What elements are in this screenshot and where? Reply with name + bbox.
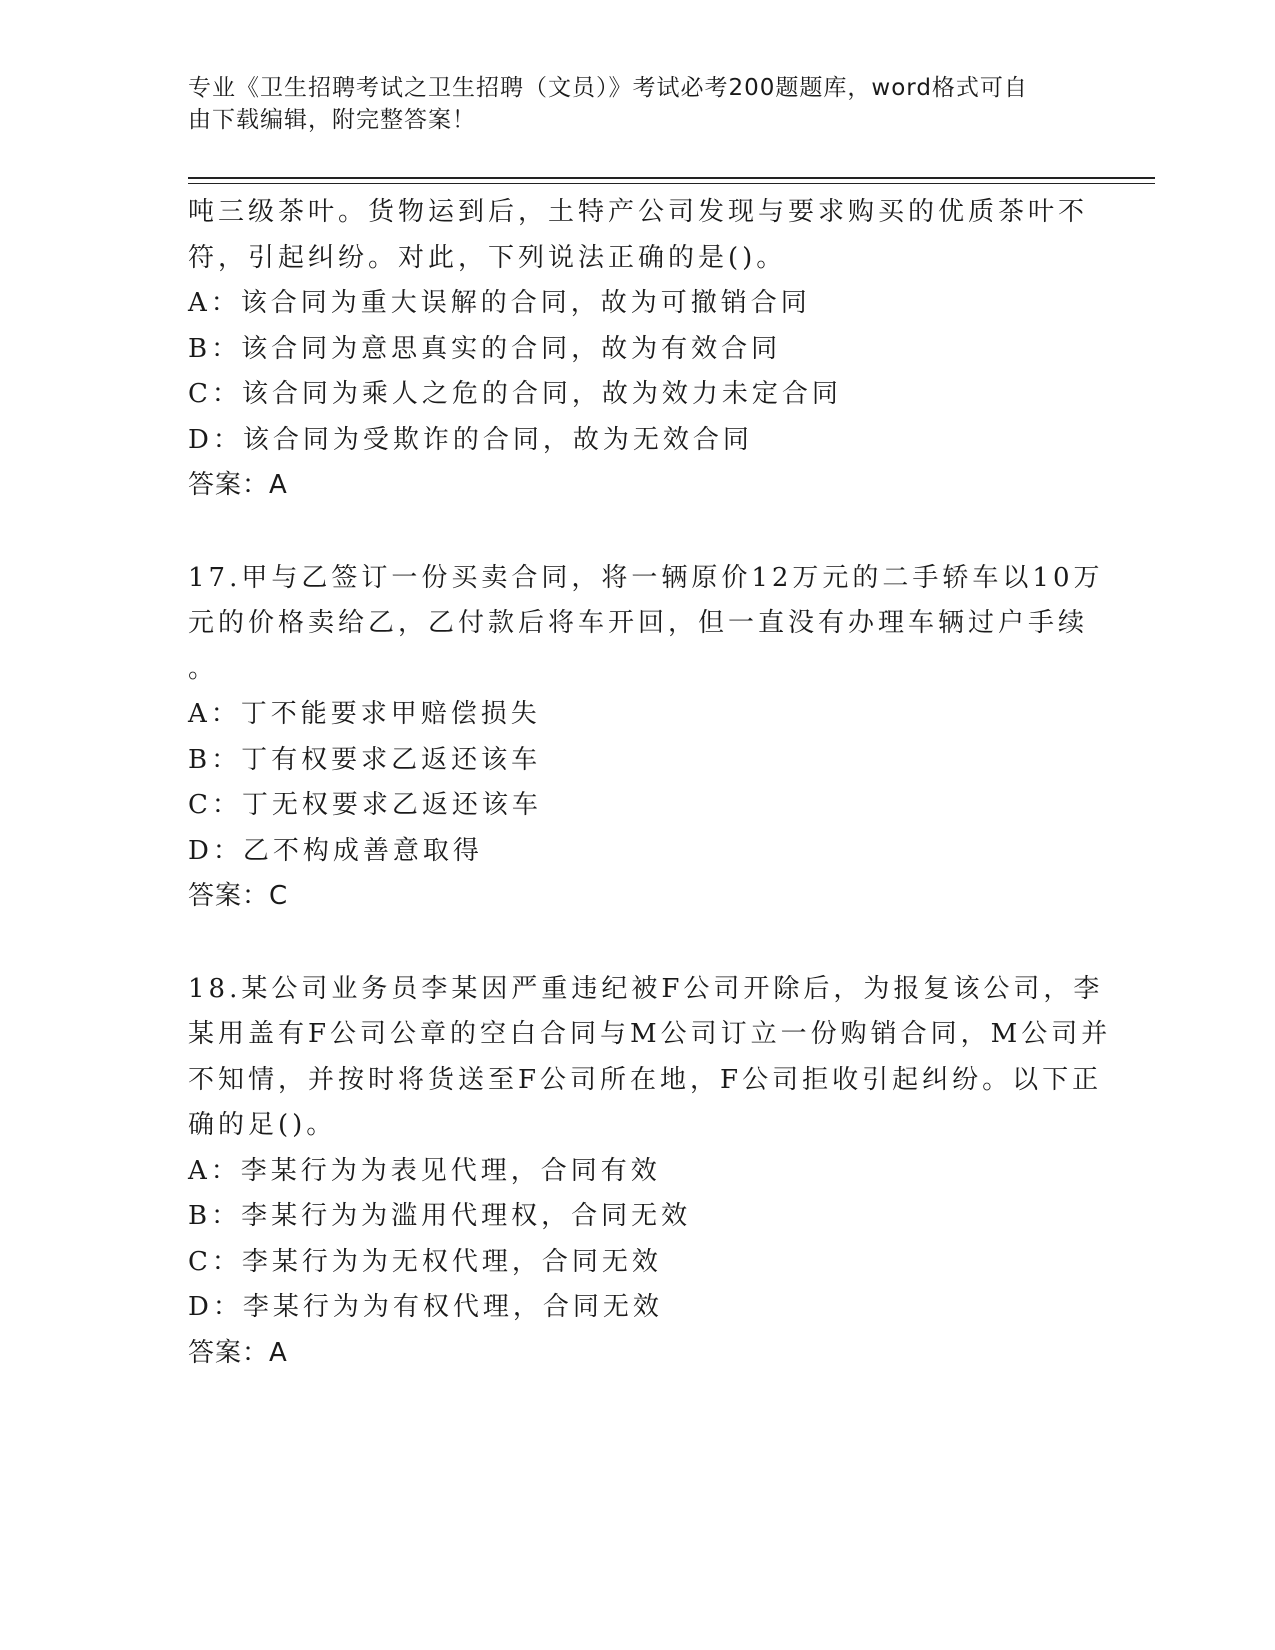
option-d: D：乙不构成善意取得 <box>188 835 483 866</box>
answer-label: 答案：C <box>188 881 289 911</box>
header-line-1: 专业《卫生招聘考试之卫生招聘（文员）》考试必考200题题库，word格式可自 <box>188 75 1028 101</box>
option-a: A：该合同为重大误解的合同，故为可撤销合同 <box>188 288 811 318</box>
question-stem-line: 。 <box>188 653 219 684</box>
question-stem-line: 符，引起纠纷。对此，下列说法正确的是()。 <box>188 242 787 273</box>
question-spacer <box>188 920 1088 967</box>
answer-label: 答案：A <box>188 470 288 500</box>
document-header <box>188 72 1068 136</box>
option-b: B：丁有权要求乙返还该车 <box>188 744 542 775</box>
question-stem-line: 吨三级茶叶。货物运到后，土特产公司发现与要求购买的优质茶叶不 <box>188 197 1089 227</box>
option-c: C：该合同为乘人之危的合同，故为效力未定合同 <box>188 379 842 409</box>
option-a: A：丁不能要求甲赔偿损失 <box>188 699 541 729</box>
question-stem-line: 元的价格卖给乙，乙付款后将车开回，但一直没有办理车辆过户手续 <box>188 608 1089 638</box>
question-17 <box>188 556 1104 920</box>
question-content <box>188 190 1112 1376</box>
question-16-continued <box>188 190 1088 509</box>
question-stem-line: 确的足()。 <box>188 1110 337 1140</box>
option-a: A：李某行为为表见代理，合同有效 <box>188 1155 661 1186</box>
question-18 <box>188 967 1112 1377</box>
option-d: D：李某行为为有权代理，合同无效 <box>188 1292 663 1322</box>
question-spacer <box>188 509 1088 556</box>
question-stem-line: 不知情，并按时将货送至F公司所在地，F公司拒收引起纠纷。以下正 <box>188 1064 1103 1095</box>
question-stem-line: 17.甲与乙签订一份买卖合同，将一辆原价12万元的二手轿车以10万 <box>188 562 1104 593</box>
header-divider-thick <box>188 177 1155 179</box>
question-stem-line: 某用盖有F公司公章的空白合同与M公司订立一份购销合同，M公司并 <box>188 1019 1112 1049</box>
option-d: D：该合同为受欺诈的合同，故为无效合同 <box>188 424 753 455</box>
answer-label: 答案：A <box>188 1337 288 1368</box>
header-divider-thin <box>188 183 1155 184</box>
option-b: B：该合同为意思真实的合同，故为有效合同 <box>188 333 782 364</box>
option-b: B：李某行为为滥用代理权，合同无效 <box>188 1201 692 1231</box>
header-line-2: 由下载编辑，附完整答案！ <box>188 107 476 133</box>
option-c: C：李某行为为无权代理，合同无效 <box>188 1246 662 1277</box>
option-c: C：丁无权要求乙返还该车 <box>188 790 542 820</box>
question-stem-line: 18.某公司业务员李某因严重违纪被F公司开除后，为报复该公司，李 <box>188 973 1104 1004</box>
